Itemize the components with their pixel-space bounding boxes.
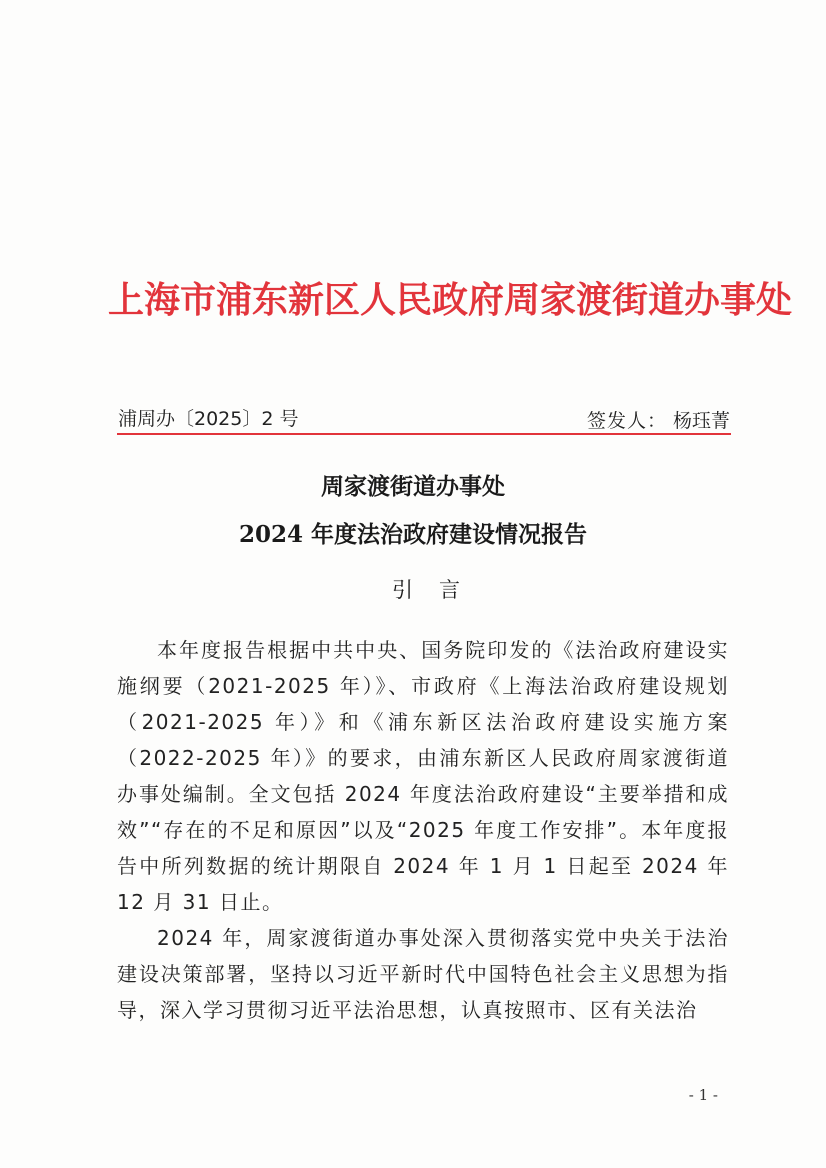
signer [587, 406, 730, 433]
signer-label: 签发人： [586, 410, 667, 432]
document-title [100, 466, 726, 556]
body-paragraph-2: 2024 年，周家渡街道办事处深入贯彻落实党中央关于法治建设决策部署，坚持以习近平新时代中国特色社会主义思想为指导，深入学习贯彻习近平法治思想，认真按照市、区有关法治 [117, 926, 729, 1022]
signer-name: 杨珏菁 [672, 410, 730, 432]
red-separator-line [117, 433, 731, 435]
issuing-authority-masthead: 上海市浦东新区人民政府周家渡街道办事处 [108, 279, 793, 321]
body-paragraph-1: 本年度报告根据中共中央、国务院印发的《法治政府建设实施纲要（2021-2025 年）》、市政府《上海法治政府建设规划（2021-2025 年）》和《浦东新区法治政府建设实施方案（2022-2025 年）》的要求，由浦东新区人民政府周家渡街道办事处编制。全文包括 2024 年度法治政府建设“主要举措和成效”“存在的不足和原因”以及“2025 年度工作安排”。本年度报告中所列数据的统计期限自 2024 年 1 月 1 日起至 2024 年 12 月 31 日止。 [117, 638, 729, 914]
document-info-line [118, 398, 730, 432]
title-line-1: 周家渡街道办事处 [321, 473, 505, 500]
title-line-2: 2024 年度法治政府建设情况报告 [238, 521, 588, 548]
body-text [117, 632, 729, 1028]
document-number: 浦周办〔2025〕2 号 [118, 408, 299, 430]
section-heading-introduction: 引言 [392, 578, 486, 602]
page-number: - 1 - [688, 1086, 718, 1104]
